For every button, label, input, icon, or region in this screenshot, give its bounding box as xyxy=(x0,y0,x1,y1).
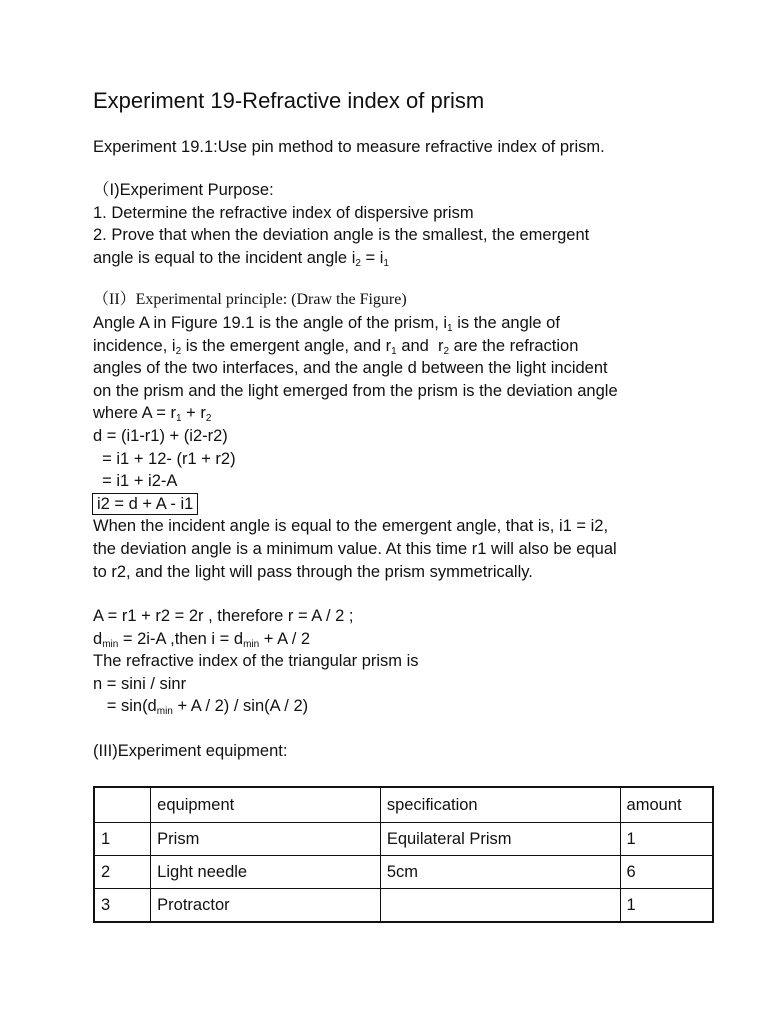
principle-line-4: on the prism and the light emerged from the prism is the deviation angle xyxy=(93,381,618,400)
formula-5: = $\sin(d_{min} + A / 2) / \sin(A / 2)$ xyxy=(93,697,309,718)
purpose-heading: （I)Experiment Purpose: xyxy=(93,181,274,199)
table-cell: Light needle xyxy=(151,856,381,889)
paragraph-line-1: When the incident angle is equal to the emergent angle, that is, i1 = i2, xyxy=(93,517,609,536)
document-page xyxy=(93,86,723,763)
table-row xyxy=(94,889,713,923)
table-cell: 1 xyxy=(94,823,151,856)
purpose-item-2: 2. Prove that when the deviation angle is the smallest, the emergent xyxy=(93,226,590,245)
table-cell: 5cm xyxy=(380,856,620,889)
table-cell: 1 xyxy=(620,889,713,923)
table-row xyxy=(94,856,713,889)
paragraph-line-2: the deviation angle is a minimum value. At this time r1 will also be equal xyxy=(93,539,617,558)
spacer xyxy=(93,718,723,740)
table-cell: 2 xyxy=(94,856,151,889)
formula-1: A = r1 + r2 = 2r , therefore r = A / 2 ; xyxy=(93,607,354,626)
spacer xyxy=(93,583,723,605)
table-cell: 3 xyxy=(94,889,151,923)
table-cell: Prism xyxy=(151,823,381,856)
purpose-item-1: 1. Determine the refractive index of dispersive prism xyxy=(93,203,474,222)
table-header-cell xyxy=(94,787,151,823)
table-header-row xyxy=(94,787,713,823)
table-header-cell: equipment xyxy=(151,787,381,823)
equipment-heading: (III)Experiment equipment: xyxy=(93,742,288,761)
principle-line-5: where $A = r_1 + r_2$ xyxy=(93,404,212,425)
table-cell: Equilateral Prism xyxy=(380,823,620,856)
equation-1: d = (i1-r1) + (i2-r2) xyxy=(93,426,228,445)
principle-line-2: incidence, $i_2$ is the emergent angle, and $r_1$ and $r_2$ are the refraction xyxy=(93,336,579,357)
table-cell: 6 xyxy=(620,856,713,889)
equipment-table xyxy=(93,786,714,923)
table-cell: Protractor xyxy=(151,889,381,923)
formula-4: n = sini / sinr xyxy=(93,674,187,693)
experiment-subtitle: Experiment 19.1:Use pin method to measure refractive index of prism. xyxy=(93,138,605,156)
table-cell: 1 xyxy=(620,823,713,856)
equation-4-boxed xyxy=(93,493,723,516)
formula-3: The refractive index of the triangular prism is xyxy=(93,652,419,671)
page-title: Experiment 19-Refractive index of prism xyxy=(93,88,485,113)
boxed-equation: i2 = d + A - i1 xyxy=(92,493,198,515)
table-cell xyxy=(380,889,620,923)
equation-3: = i1 + i2-A xyxy=(93,472,178,491)
formula-2: $d_{min} = 2i-A$ ,then $i = d_{min} + A / 2$ xyxy=(93,629,311,650)
table-header-cell: specification xyxy=(380,787,620,823)
principle-heading: （II）Experimental principle: (Draw the Figure) xyxy=(93,291,407,309)
table-row xyxy=(94,823,713,856)
equation-2: = i1 + 12- (r1 + r2) xyxy=(93,449,236,468)
paragraph-line-3: to r2, and the light will pass through the prism symmetrically. xyxy=(93,562,533,581)
principle-line-1: Angle A in Figure 19.1 is the angle of the prism, $i_1$ is the angle of xyxy=(93,313,560,334)
principle-line-3: angles of the two interfaces, and the angle d between the light incident xyxy=(93,359,608,378)
table-header-cell: amount xyxy=(620,787,713,823)
purpose-item-2-cont: angle is equal to the incident angle $i_2 = i_1$ xyxy=(93,248,389,269)
